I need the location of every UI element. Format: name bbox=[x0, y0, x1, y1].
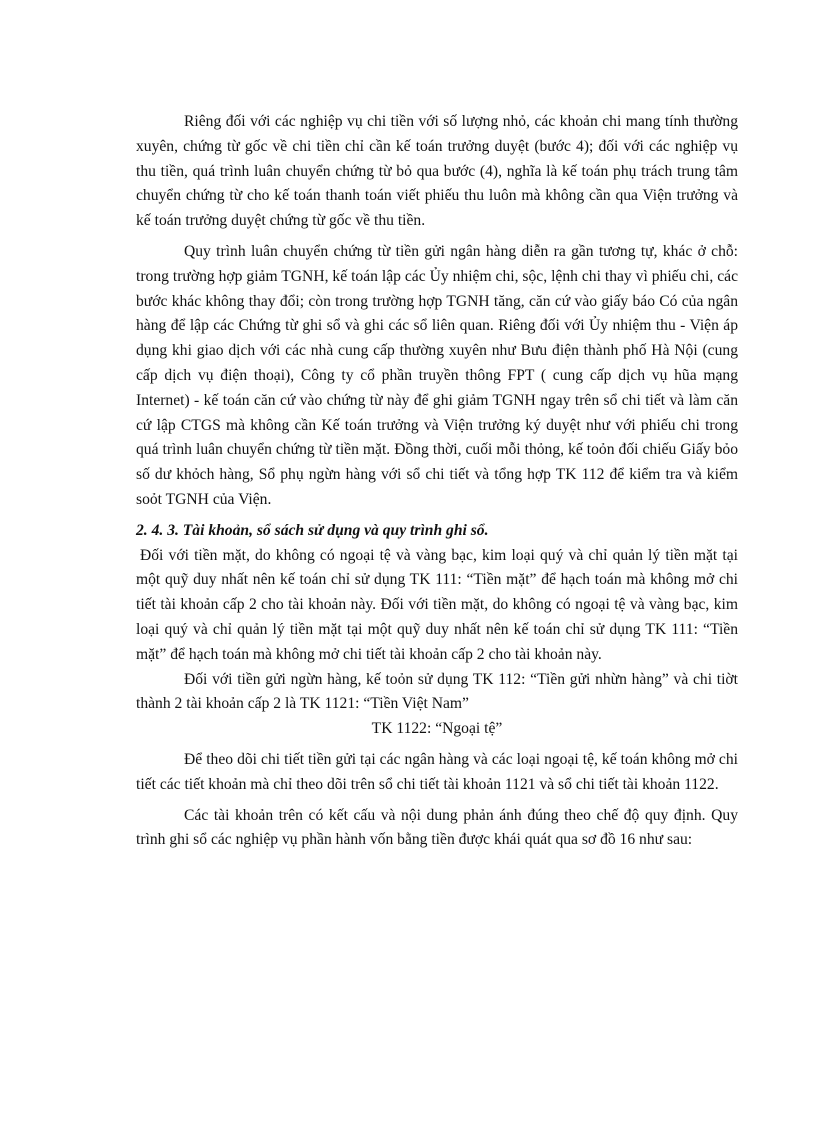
paragraph-detail-tracking: Để theo dõi chi tiết tiền gửi tại các ngân hàng và các loại ngoại tệ, kế toán không mở chi tiết các tiết khoản mà chỉ theo dõi trên sổ chi tiết tài khoản 1121 và sổ chi tiết tài khoản 1122. bbox=[136, 750, 738, 793]
section-heading: 2. 4. 3. Tài khoản, sổ sách sử dụng và quy trình ghi sổ. bbox=[136, 521, 489, 539]
paragraph-cash-payment-exception: Riêng đối với các nghiệp vụ chi tiền với số lượng nhỏ, các khoản chi mang tính thường xuyên, chứng từ gốc về chi tiền chỉ cần kế toán trưởng duyệt (bước 4); đối với các nghiệp vụ thu tiền, quá trình luân chuyển chứng từ bỏ qua bước (4), nghĩa là kế toán phụ trách trung tâm chuyển chứng từ cho kế toán thanh toán viết phiếu thu luôn mà không cần qua Viện trưởng và kế toán trưởng duyệt chứng từ gốc về thu tiền. bbox=[136, 113, 738, 230]
paragraph-recording-process: Các tài khoản trên có kết cấu và nội dung phản ánh đúng theo chế độ quy định. Quy trình ghi sổ các nghiệp vụ phần hành vốn bằng tiền được khái quát qua sơ đồ 16 như sau: bbox=[136, 806, 738, 849]
paragraph-bank-account: Đối với tiền gửi ngừn hàng, kế toỏn sử dụng TK 112: “Tiền gửi nhừn hàng” và chi tiờt thành 2 tài khoản cấp 2 là TK 1121: “Tiền Việt Nam” bbox=[136, 670, 738, 713]
paragraph-bank-deposit-process: Quy trình luân chuyển chứng từ tiền gửi ngân hàng diễn ra gần tương tự, khác ở chỗ: trong trường hợp giảm TGNH, kế toán lập các Ủy nhiệm chi, sộc, lệnh chi thay vì phiếu chi, các bước khác không thay đổi; còn trong trường hợp TGNH tăng, căn cứ vào giấy báo Có của ngân hàng để lập các Chứng từ ghi sổ và ghi các sổ liên quan. Riêng đối với Ủy nhiệm thu - Viện áp dụng khi giao dịch với các nhà cung cấp thường xuyên như Bưu điện thành phố Hà Nội (cung cấp dịch vụ điện thoại), Công ty cổ phần truyền thông FPT ( cung cấp dịch vụ hũa mạng Internet) - kế toán căn cứ vào chứng từ này để ghi giảm TGNH ngay trên sổ chi tiết và làm căn cứ lập CTGS mà không cần Kế toán trưởng và Viện trưởng ký duyệt như với phiếu chi trong quá trình luân chuyển chứng từ tiền mặt. Đồng thời, cuối mỗi thỏng, kế toỏn đối chiếu Giấy bỏo số dư khỏch hàng, Sổ phụ ngừn hàng với sổ chi tiết và tổng hợp TK 112 để kiểm tra và kiểm soỏt TGNH của Viện. bbox=[136, 242, 738, 508]
paragraph-foreign-currency-account: TK 1122: “Ngoại tệ” bbox=[371, 720, 503, 738]
paragraph-cash-account: Đối với tiền mặt, do không có ngoại tệ và vàng bạc, kim loại quý và chỉ quản lý tiền mặt tại một quỹ duy nhất nên kế toán chỉ sử dụng TK 111: “Tiền mặt” để hạch toán mà không mở chi tiết tài khoản cấp 2 cho tài khoản này. Đối với tiền mặt, do không có ngoại tệ và vàng bạc, kim loại quý và chỉ quản lý tiền mặt tại một quỹ duy nhất nên kế toán chỉ sử dụng TK 111: “Tiền mặt” để hạch toán mà không mở chi tiết tài khoản cấp 2 cho tài khoản này. bbox=[136, 546, 738, 663]
